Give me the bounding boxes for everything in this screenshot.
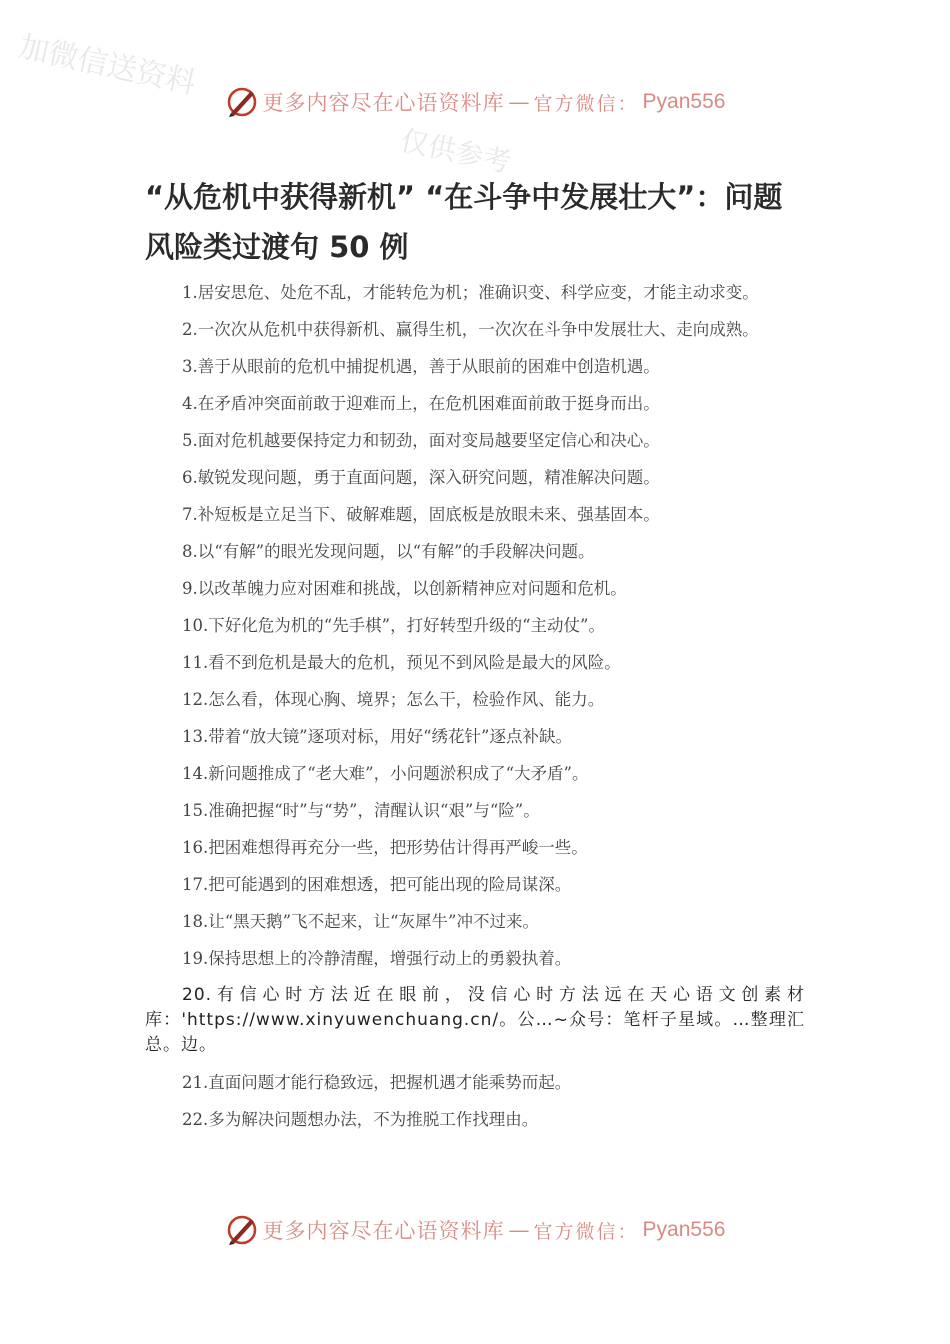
paragraph-15: 15.准确把握“时”与“势”，清醒认识“艰”与“险”。	[182, 801, 540, 820]
page-title: “从危机中获得新机” “在斗争中发展壮大”：问题风险类过渡句 50 例	[145, 180, 783, 264]
paragraph-3: 3.善于从眼前的危机中捕捉机遇，善于从眼前的困难中创造机遇。	[182, 357, 660, 376]
header-banner	[0, 82, 950, 122]
paragraph-14: 14.新问题推成了“老大难”，小问题淤积成了“大矛盾”。	[182, 764, 589, 783]
paragraph-20: 20.有信心时方法近在眼前，没信心时方法远在天心语文创素材库：'https://www.xinyuwenchuang.cn/。公…~众号：笔杆子星域。…整理汇总。边。	[145, 985, 805, 1055]
pen-logo-icon	[225, 85, 259, 119]
banner-separator: —	[508, 90, 530, 114]
paragraph-17: 17.把可能遇到的困难想透，把可能出现的险局谋深。	[182, 875, 572, 894]
paragraph-10: 10.下好化危为机的“先手棋”，打好转型升级的“主动仗”。	[182, 616, 605, 635]
paragraph-1: 1.居安思危、处危不乱，才能转危为机；准确识变、科学应变，才能主动求变。	[182, 283, 759, 302]
paragraph-19: 19.保持思想上的冷静清醒，增强行动上的勇毅执着。	[182, 949, 572, 968]
footer-banner-separator: —	[508, 1218, 530, 1242]
paragraph-12: 12.怎么看，体现心胸、境界；怎么干，检验作风、能力。	[182, 690, 605, 709]
paragraph-5: 5.面对危机越要保持定力和韧劲，面对变局越要坚定信心和决心。	[182, 431, 660, 450]
banner-wechat-label: 官方微信：	[533, 92, 639, 115]
footer-banner-wechat-label: 官方微信：	[533, 1220, 639, 1243]
watermark-top-center: 仅供参考	[397, 123, 514, 180]
paragraph-16: 16.把困难想得再充分一些，把形势估计得再严峻一些。	[182, 838, 588, 857]
paragraph-9: 9.以改革魄力应对困难和挑战，以创新精神应对问题和危机。	[182, 579, 627, 598]
footer-banner	[0, 1210, 950, 1250]
paragraph-11: 11.看不到危机是最大的危机，预见不到风险是最大的风险。	[182, 653, 621, 672]
footer-banner-wechat-id: Pyan556	[642, 1218, 726, 1241]
paragraph-21: 21.直面问题才能行稳致远，把握机遇才能乘势而起。	[182, 1073, 572, 1092]
banner-wechat-id: Pyan556	[642, 90, 726, 113]
paragraph-8: 8.以“有解”的眼光发现问题，以“有解”的手段解决问题。	[182, 542, 595, 561]
document-body	[145, 280, 805, 1144]
paragraph-2: 2.一次次从危机中获得新机、赢得生机，一次次在斗争中发展壮大、走向成熟。	[182, 320, 759, 339]
paragraph-18: 18.让“黑天鹅”飞不起来，让“灰犀牛”冲不过来。	[182, 912, 539, 931]
pen-logo-icon	[225, 1213, 259, 1247]
paragraph-13: 13.带着“放大镜”逐项对标，用好“绣花针”逐点补缺。	[182, 727, 572, 746]
paragraph-4: 4.在矛盾冲突面前敢于迎难而上，在危机困难面前敢于挺身而出。	[182, 394, 660, 413]
paragraph-6: 6.敏锐发现问题，勇于直面问题，深入研究问题，精准解决问题。	[182, 468, 660, 487]
paragraph-22: 22.多为解决问题想办法，不为推脱工作找理由。	[182, 1110, 539, 1129]
footer-banner-title: 更多内容尽在心语资料库	[262, 1219, 505, 1243]
paragraph-7: 7.补短板是立足当下、破解难题，固底板是放眼未来、强基固本。	[182, 505, 660, 524]
watermark-top-left: 加微信送资料	[15, 29, 199, 102]
banner-title: 更多内容尽在心语资料库	[262, 91, 505, 115]
